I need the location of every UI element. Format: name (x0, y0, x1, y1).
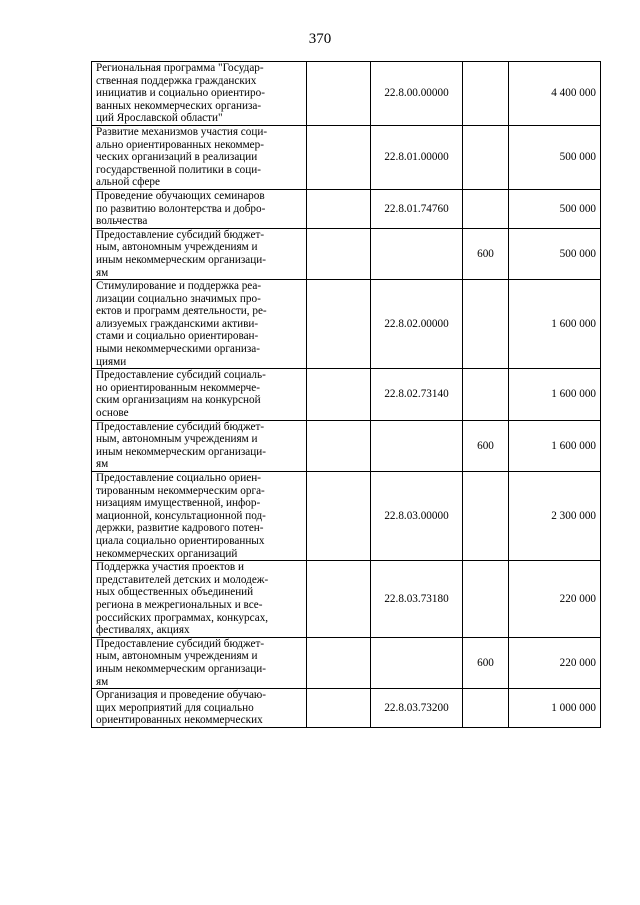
row-name-line: вольчества (96, 215, 148, 228)
row-name-cell (92, 369, 307, 420)
table-row (92, 125, 601, 189)
row-expense-type-cell (463, 689, 509, 728)
row-name-line: ческих организаций в реализации (96, 151, 258, 164)
row-name-line: ально ориентированных некоммер- (96, 138, 264, 151)
row-name-cell (92, 125, 307, 189)
row-amount-cell: 1 600 000 (509, 420, 601, 471)
row-code-cell (371, 228, 463, 279)
row-name-line: ектов и программ деятельности, ре- (96, 305, 267, 318)
row-amount-cell: 220 000 (509, 561, 601, 638)
table-row (92, 561, 601, 638)
row-blank-cell (307, 472, 371, 561)
row-name-cell (92, 689, 307, 728)
row-blank-cell (307, 561, 371, 638)
row-name-line: ным, автономным учреждениям и (96, 650, 258, 663)
row-name-line: региона в межрегиональных и все- (96, 598, 263, 611)
row-blank-cell (307, 62, 371, 126)
row-name-line: ям (96, 675, 109, 688)
table-row (92, 420, 601, 471)
row-name-line: ям (96, 458, 109, 471)
row-expense-type-cell: 600 (463, 637, 509, 688)
row-blank-cell (307, 637, 371, 688)
row-code-cell: 22.8.01.74760 (371, 189, 463, 228)
row-blank-cell (307, 369, 371, 420)
row-name-line: ским организациям на конкурсной (96, 394, 261, 407)
row-expense-type-cell (463, 472, 509, 561)
row-blank-cell (307, 689, 371, 728)
row-name-line: ным, автономным учреждениям и (96, 241, 258, 254)
row-amount-cell: 1 000 000 (509, 689, 601, 728)
row-amount-cell: 500 000 (509, 228, 601, 279)
row-name-line: щих мероприятий для социально (96, 701, 254, 714)
row-name-line: альной сфере (96, 176, 160, 189)
row-code-cell: 22.8.00.00000 (371, 62, 463, 126)
row-name-line: мационной, консультационной под- (96, 509, 266, 522)
row-name-line: ванных некоммерческих организа- (96, 99, 262, 112)
row-name-cell (92, 189, 307, 228)
row-name-line: государственной политики в соци- (96, 163, 261, 176)
row-name-line: Стимулирование и поддержка реа- (96, 280, 262, 293)
row-code-cell: 22.8.02.73140 (371, 369, 463, 420)
row-name-cell (92, 637, 307, 688)
row-name-line: иным некоммерческим организаци- (96, 662, 266, 675)
row-name-line: Организация и проведение обучаю- (96, 689, 267, 702)
row-amount-cell: 500 000 (509, 189, 601, 228)
row-name-cell (92, 561, 307, 638)
row-name-line: Предоставление субсидий бюджет- (96, 228, 265, 241)
row-code-cell: 22.8.02.00000 (371, 280, 463, 369)
row-name-line: ных общественных объединений (96, 586, 254, 599)
table-row (92, 228, 601, 279)
row-name-line: иным некоммерческим организаци- (96, 253, 266, 266)
row-expense-type-cell (463, 125, 509, 189)
row-code-cell (371, 420, 463, 471)
row-name-line: держки, развитие кадрового потен- (96, 522, 264, 535)
row-name-line: Проведение обучающих семинаров (96, 189, 265, 202)
row-name-line: ным, автономным учреждениям и (96, 433, 258, 446)
row-name-line: российских программах, конкурсах, (96, 611, 269, 624)
row-name-line: Развитие механизмов участия соци- (96, 125, 268, 138)
row-name-line: ям (96, 266, 109, 279)
row-name-line: ственная поддержка гражданских (96, 74, 257, 87)
row-blank-cell (307, 125, 371, 189)
row-name-line: иным некоммерческим организаци- (96, 445, 266, 458)
row-name-cell (92, 228, 307, 279)
row-name-line: лизации социально значимых про- (96, 292, 261, 305)
row-name-line: некоммерческих организаций (96, 547, 238, 560)
row-name-line: инициатив и социально ориентиро- (96, 87, 265, 100)
row-blank-cell (307, 280, 371, 369)
row-amount-cell: 4 400 000 (509, 62, 601, 126)
page-number: 370 (308, 31, 332, 47)
row-name-line: низациям имущественной, инфор- (96, 497, 261, 510)
row-name-cell (92, 472, 307, 561)
row-name-line: ализуемых гражданскими активи- (96, 317, 259, 330)
table-row (92, 369, 601, 420)
row-name-line: тированным некоммерческим орга- (96, 484, 265, 497)
row-name-line: представителей детских и молодеж- (96, 573, 269, 586)
row-name-cell (92, 420, 307, 471)
table-row (92, 189, 601, 228)
row-code-cell: 22.8.01.00000 (371, 125, 463, 189)
row-name-line: ций Ярославской области" (96, 112, 223, 125)
row-code-cell: 22.8.03.73200 (371, 689, 463, 728)
row-expense-type-cell: 600 (463, 228, 509, 279)
row-amount-cell: 2 300 000 (509, 472, 601, 561)
row-expense-type-cell: 600 (463, 420, 509, 471)
budget-table-body (92, 62, 601, 728)
row-name-line: Поддержка участия проектов и (96, 561, 244, 574)
row-code-cell: 22.8.03.73180 (371, 561, 463, 638)
row-expense-type-cell (463, 280, 509, 369)
row-expense-type-cell (463, 189, 509, 228)
row-name-line: стами и социально ориентирован- (96, 330, 259, 343)
row-blank-cell (307, 228, 371, 279)
row-name-line: Предоставление социально ориен- (96, 472, 261, 484)
row-amount-cell: 500 000 (509, 125, 601, 189)
row-name-line: циала социально ориентированных (96, 534, 265, 547)
table-row (92, 62, 601, 126)
row-code-cell: 22.8.03.00000 (371, 472, 463, 561)
row-name-line: Предоставление субсидий бюджет- (96, 637, 265, 650)
row-blank-cell (307, 420, 371, 471)
row-name-line: Региональная программа "Государ- (96, 62, 264, 74)
row-name-line: но ориентированным некоммерче- (96, 381, 260, 394)
row-amount-cell: 1 600 000 (509, 280, 601, 369)
row-amount-cell: 1 600 000 (509, 369, 601, 420)
budget-table (91, 61, 601, 728)
row-expense-type-cell (463, 369, 509, 420)
row-name-line: по развитию волонтерства и добро- (96, 202, 266, 215)
row-expense-type-cell (463, 62, 509, 126)
table-row (92, 280, 601, 369)
row-name-line: Предоставление субсидий социаль- (96, 369, 266, 382)
row-name-line: циями (96, 355, 127, 368)
row-expense-type-cell (463, 561, 509, 638)
row-name-line: ориентированных некоммерческих (96, 714, 263, 727)
row-name-line: ными некоммерческими организа- (96, 343, 260, 356)
row-code-cell (371, 637, 463, 688)
table-row (92, 689, 601, 728)
row-amount-cell: 220 000 (509, 637, 601, 688)
row-name-line: Предоставление субсидий бюджет- (96, 420, 265, 433)
row-name-cell (92, 62, 307, 126)
row-name-line: фестивалях, акциях (96, 624, 190, 637)
table-row (92, 637, 601, 688)
row-name-cell (92, 280, 307, 369)
table-row (92, 472, 601, 561)
row-blank-cell (307, 189, 371, 228)
row-name-line: основе (96, 407, 129, 420)
